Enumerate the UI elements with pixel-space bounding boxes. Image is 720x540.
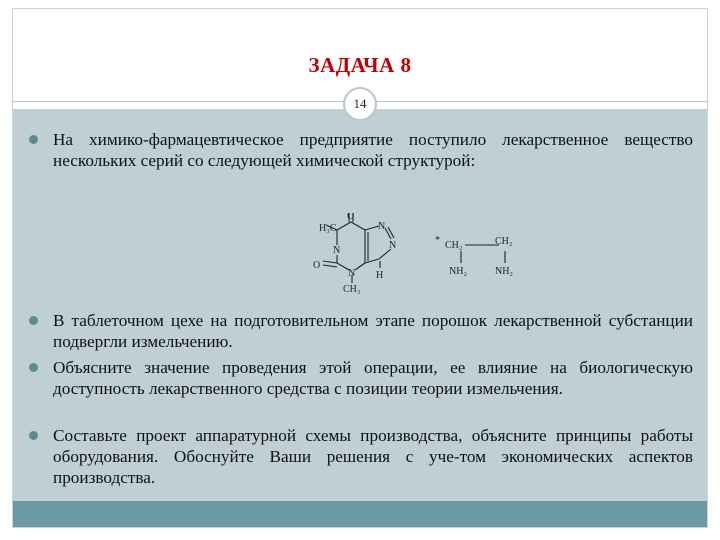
atom-o-top: O [347, 213, 355, 222]
bullet-dot-icon [29, 135, 38, 144]
bullet-text: Объясните значение проведения этой операции, ее влияние на биологическую доступность лекарственного средства с позиции теории измельчения. [53, 358, 693, 398]
atom-n-right-bottom: N [389, 240, 397, 251]
footer-band [13, 501, 707, 527]
bullet-dot-icon [29, 316, 38, 325]
star-marker: * [435, 235, 440, 246]
atom-n-center: N [348, 268, 356, 279]
bullet-text: Составьте проект аппаратурной схемы производства, объясните принципы работы оборудования. Обоснуйте Ваши решения с уче-том экономических аспектов производства. [53, 426, 693, 487]
bullet-text: На химико-фармацевтическое предприятие поступило лекарственное вещество нескольких серий со следующей химической структурой: [53, 130, 693, 170]
bullet-item-scheme [53, 425, 693, 488]
atom-ch2-a: CH₂ [445, 240, 463, 251]
atom-ch2-b: CH₂ [495, 236, 513, 247]
slide [12, 8, 708, 528]
atom-nh2-a: NH₂ [449, 266, 467, 277]
slide-title: ЗАДАЧА 8 [308, 53, 412, 77]
bullet-dot-icon [29, 363, 38, 372]
bullet-text: В таблеточном цехе на подготовительном этапе порошок лекарственной субстанции подвергли измельчению. [53, 311, 693, 351]
bullet-item-explain [53, 357, 693, 399]
atom-ch3-bottom: CH₃ [343, 284, 361, 295]
bullet-dot-icon [29, 431, 38, 440]
atom-n-left: N [333, 245, 341, 256]
atom-nh2-b: NH₂ [495, 266, 513, 277]
atom-h: H [376, 270, 384, 281]
bullet-item-intro [53, 129, 693, 171]
page-number-badge: 14 [343, 87, 377, 121]
atom-ch3-top: H₃C [319, 223, 337, 234]
atom-n-right-top: N [378, 221, 386, 232]
structure-atom-labels [313, 213, 513, 295]
bullet-item-grinding [53, 310, 693, 352]
chemical-structure [299, 213, 529, 295]
atom-o-bottom: O [313, 260, 321, 271]
